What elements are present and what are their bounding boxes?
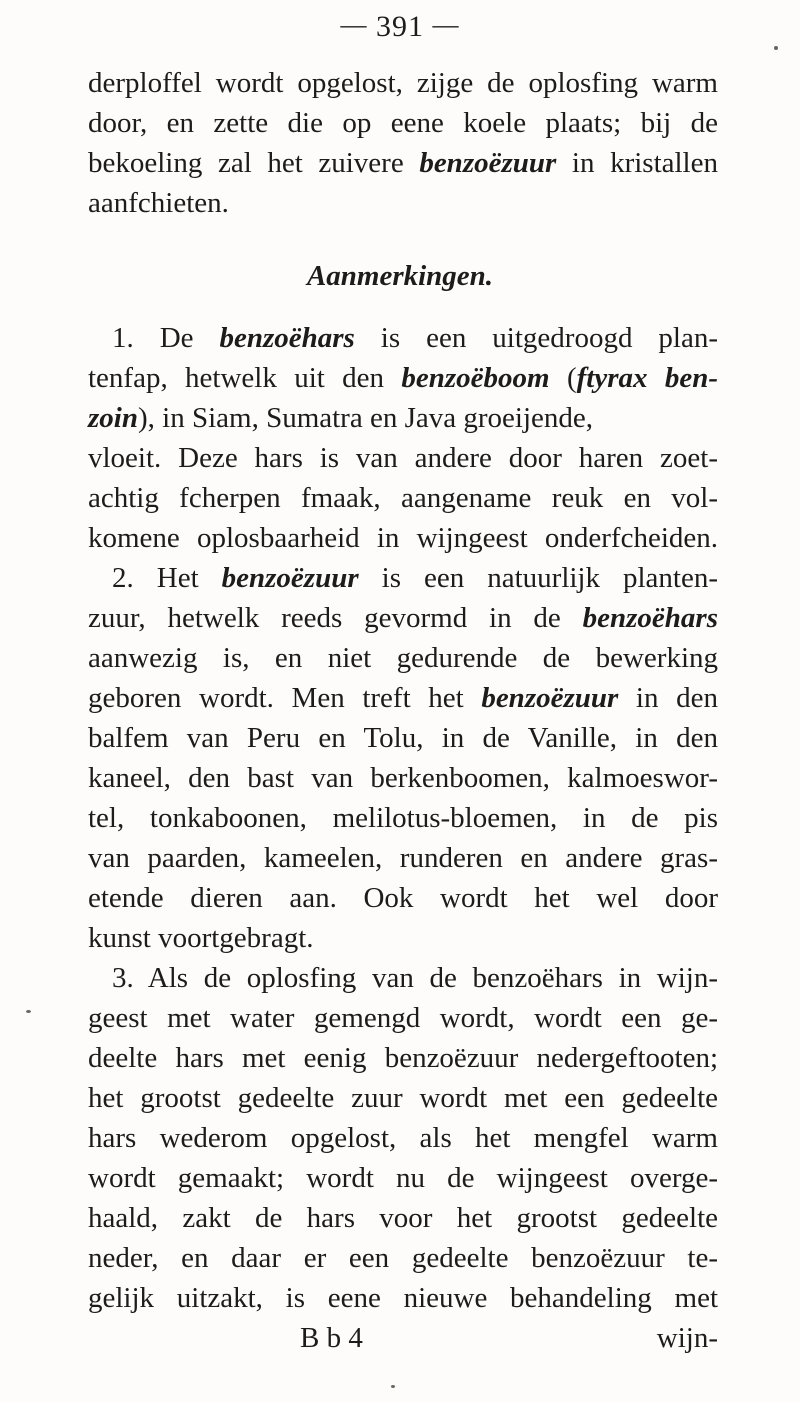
note-line: deelte hars met eenig benzoëzuur nedergeftooten; <box>88 1042 718 1074</box>
note-line: 1. De benzoëhars is een uitgedroogd plan- <box>112 322 718 354</box>
note-line: zoin), in Siam, Sumatra en Java groeijende, <box>88 402 593 434</box>
note-line: haald, zakt de hars voor het grootst gedeelte <box>88 1202 718 1234</box>
page-footer <box>88 1318 718 1358</box>
ink-speck <box>26 1010 31 1013</box>
note-line: achtig fcherpen fmaak, aangename reuk en vol- <box>88 482 718 514</box>
note-line: hars wederom opgelost, als het mengfel warm <box>88 1122 718 1154</box>
note-line: etende dieren aan. Ook wordt het wel door <box>88 882 718 914</box>
note-line: aanwezig is, en niet gedurende de bewerking <box>88 642 718 674</box>
note-line: geboren wordt. Men treft het benzoëzuur in den <box>88 682 718 714</box>
note-line: gelijk uitzakt, is eene nieuwe behandeling met <box>88 1282 718 1314</box>
note-line: zuur, hetwelk reeds gevormd in de benzoëhars <box>88 602 718 634</box>
note-line: vloeit. Deze hars is van andere door haren zoet- <box>88 442 718 474</box>
note-line: 2. Het benzoëzuur is een natuurlijk planten- <box>112 562 719 594</box>
italic-term: zoin <box>88 402 138 434</box>
italic-term: benzoëhars <box>582 602 718 634</box>
italic-term: benzoëzuur <box>221 562 359 594</box>
header-dash-right: — <box>432 10 460 39</box>
note-line: kunst voortgebragt. <box>88 922 314 954</box>
note-line: geest met water gemengd wordt, wordt een ge- <box>88 1002 718 1034</box>
note-line: 3. Als de oplosfing van de benzoëhars in wijn- <box>112 962 718 994</box>
page-number: 391 <box>376 10 424 43</box>
note-line: komene oplosbaarheid in wijngeest onderfcheiden. <box>88 522 718 554</box>
ink-speck <box>391 1385 395 1388</box>
page-header <box>0 10 800 44</box>
catchword: wijn- <box>656 1322 718 1354</box>
italic-term: benzoëzuur <box>481 682 619 714</box>
note-line: neder, en daar er een gedeelte benzoëzuur te- <box>88 1242 718 1274</box>
italic-term: benzoëboom <box>401 362 550 394</box>
note-line: kaneel, den bast van berkenboomen, kalmoeswor- <box>88 762 718 794</box>
note-line: van paarden, kameelen, runderen en andere gras- <box>88 842 718 874</box>
text-line: door, en zette die op eene koele plaats; bij de <box>88 107 718 139</box>
note-line: het grootst gedeelte zuur wordt met een gedeelte <box>88 1082 718 1114</box>
italic-term: benzoëzuur <box>419 147 557 179</box>
header-dash-left: — <box>340 10 368 39</box>
text-line: derploffel wordt opgelost, zijge de oplosfing warm <box>88 67 718 99</box>
note-line: tenfap, hetwelk uit den benzoëboom (ftyrax ben- <box>88 362 719 394</box>
note-line: tel, tonkaboonen, melilotus-bloemen, in de pis <box>88 802 718 834</box>
signature-mark: B b 4 <box>300 1322 363 1354</box>
italic-term: benzoëhars <box>219 322 355 354</box>
note-line: balfem van Peru en Tolu, in de Vanille, in den <box>88 722 718 754</box>
italic-term: ftyrax ben- <box>576 362 719 394</box>
text-line: aanfchieten. <box>88 187 229 219</box>
note-line: wordt gemaakt; wordt nu de wijngeest overge- <box>88 1162 718 1194</box>
section-heading: Aanmerkingen. <box>306 260 494 292</box>
ink-speck <box>774 46 778 50</box>
text-line: bekoeling zal het zuivere benzoëzuur in kristallen <box>88 147 718 179</box>
